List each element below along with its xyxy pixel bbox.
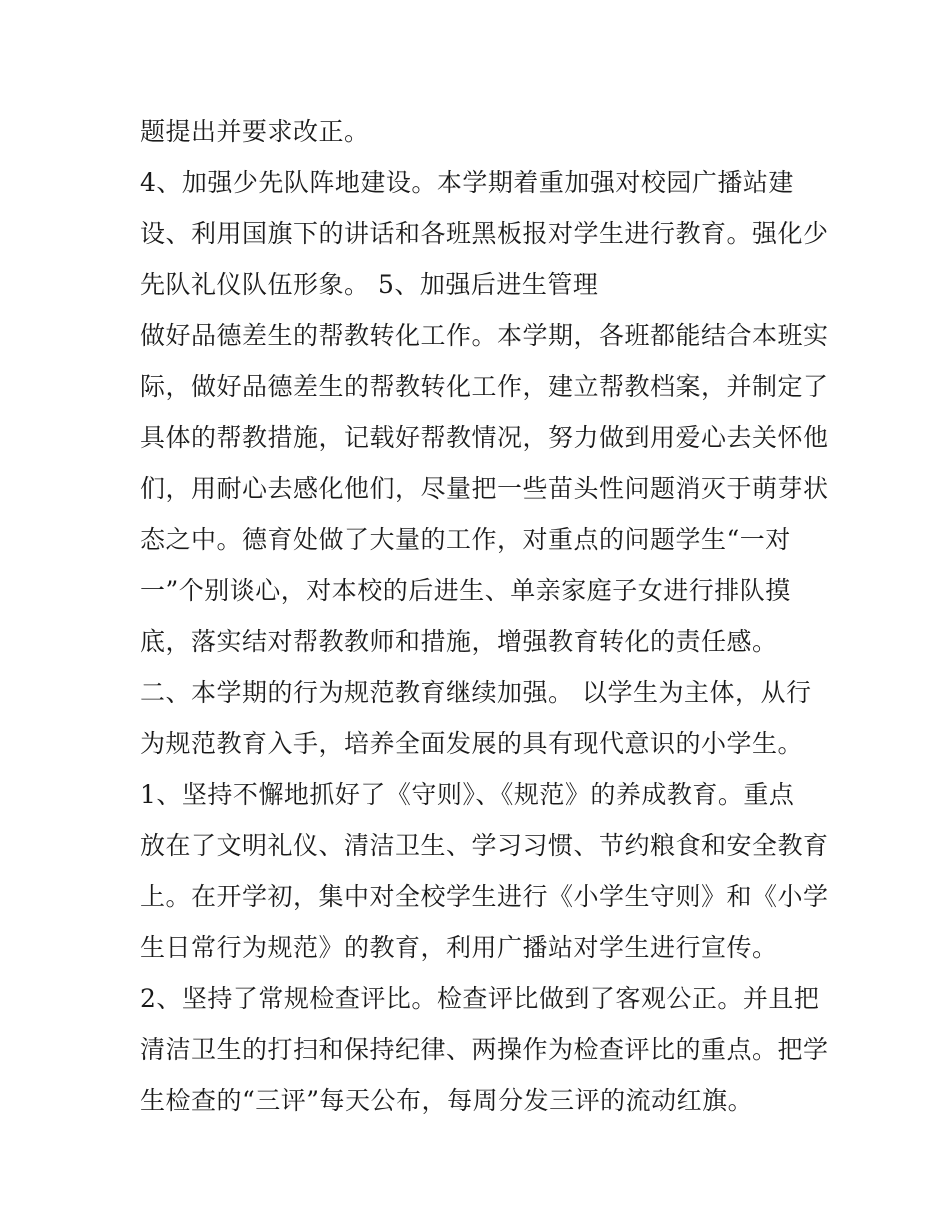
text-line: 态之中。德育处做了大量的工作，对重点的问题学生“一对 [140, 525, 791, 554]
text-line: 际，做好品德差生的帮教转化工作，建立帮教档案，并制定了 [140, 372, 829, 401]
text-line: 生日常行为规范》的教育，利用广播站对学生进行宣传。 [140, 933, 778, 962]
text-line: 二、本学期的行为规范教育继续加强。 以学生为主体，从行 [140, 678, 812, 707]
text-line: 一”个别谈心，对本校的后进生、单亲家庭子女进行排队摸 [140, 576, 791, 605]
text-line: 清洁卫生的打扫和保持纪律、两操作为检查评比的重点。把学 [140, 1035, 829, 1064]
text-line: 为规范教育入手，培养全面发展的具有现代意识的小学生。 [140, 729, 804, 758]
text-line: 4、加强少先队阵地建设。本学期着重加强对校园广播站建 [140, 168, 794, 197]
text-line: 们，用耐心去感化他们，尽量把一些苗头性问题消灭于萌芽状 [140, 474, 829, 503]
text-line: 具体的帮教措施，记载好帮教情况，努力做到用爱心去关怀他 [140, 423, 829, 452]
text-line: 底，落实结对帮教教师和措施，增强教育转化的责任感。 [140, 627, 778, 656]
text-line: 1、坚持不懈地抓好了《守则》、《规范》的养成教育。重点 [140, 780, 795, 809]
text-line: 先队礼仪队伍形象。 5、加强后进生管理 [140, 270, 599, 299]
text-line: 放在了文明礼仪、清洁卫生、学习习惯、节约粮食和安全教育 [140, 831, 829, 860]
document-body [140, 106, 840, 1126]
text-line: 设、利用国旗下的讲话和各班黑板报对学生进行教育。强化少 [140, 219, 829, 248]
text-line: 题提出并要求改正。 [140, 117, 370, 146]
text-line: 生检查的“三评”每天公布，每周分发三评的流动红旗。 [140, 1086, 754, 1115]
text-line: 2、坚持了常规检查评比。检查评比做到了客观公正。并且把 [140, 984, 820, 1013]
text-line: 做好品德差生的帮教转化工作。本学期，各班都能结合本班实 [140, 321, 829, 350]
text-line: 上。在开学初，集中对全校学生进行《小学生守则》和《小学 [140, 882, 829, 911]
